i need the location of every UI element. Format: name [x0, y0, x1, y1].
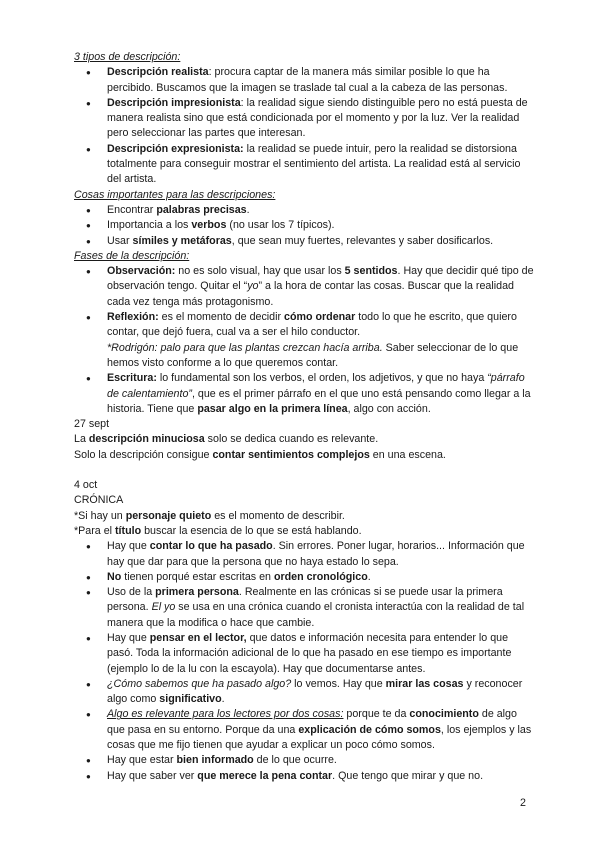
list-item: ● Hay que contar lo que ha pasado. Sin errores. Poner lugar, horarios... Información que hay que dar para que la persona que no haya estado lo sepa. [74, 539, 534, 570]
date-label: 27 sept [74, 418, 110, 431]
list-item: ● Escritura: lo fundamental son los verbos, el orden, los adjetivos, y que no haya “párrafo de calentamiento”, que es el primer párrafo en el que uno está pensando como llegar a la historia. Tiene que pasar algo en la primera línea, algo con acción. [74, 371, 534, 417]
section-heading-cosas: Cosas importantes para las descripciones: [74, 188, 276, 201]
date-label: 4 oct [74, 479, 98, 492]
list-item: ● Algo es relevante para los lectores por dos cosas: porque te da conocimiento de algo que pasa en su entorno. Porque da una explicación de cómo somos, los ejemplos y las cosas que me fijo tienen que ayudar a explicar un poco cómo somos. [74, 707, 534, 753]
list-item: ● Hay que estar bien informado de lo que ocurre. [74, 753, 534, 768]
page-number: 2 [520, 797, 526, 809]
list-item: ● Hay que pensar en el lector, que datos e información necesita para entender lo que pasó. Toda la información adicional de lo que ha pasado en ese tiempo es importante (ejemplo lo de la lu con la escayola). Hay que documentarse antes. [74, 631, 534, 677]
list-item: ● ¿Cómo sabemos que ha pasado algo? lo vemos. Hay que mirar las cosas y reconocer algo como significativo. [74, 677, 534, 708]
list-item: ● Uso de la primera persona. Realmente en las crónicas si se puede usar la primera persona. El yo se usa en una crónica cuando el cronista interactúa con la realidad de tal manera que la modifica o hace que cambie. [74, 585, 534, 631]
list-fases [74, 264, 534, 417]
paragraph: *Si hay un personaje quieto es el momento de describir. [74, 509, 345, 522]
section-title-cronica: CRÓNICA [74, 494, 124, 507]
paragraph: Solo la descripción consigue contar sentimientos complejos en una escena. [74, 448, 446, 461]
list-item: ● Descripción realista: procura captar de la manera más similar posible lo que ha percibido. Buscamos que la imagen se traslade tal cual a la cabeza de las personas. [74, 65, 534, 96]
list-cronica [74, 539, 534, 784]
list-item: ● Descripción expresionista: la realidad se puede intuir, pero la realidad se distorsiona totalmente para conseguir mostrar el sentimiento del artista. La realidad está al servicio del artista. [74, 142, 534, 188]
paragraph: La descripción minuciosa solo se dedica cuando es relevante. [74, 433, 379, 446]
list-item: ● Importancia a los verbos (no usar los 7 típicos). [74, 218, 534, 233]
paragraph: *Para el título buscar la esencia de lo que se está hablando. [74, 524, 362, 537]
list-item: ● Observación: no es solo visual, hay que usar los 5 sentidos. Hay que decidir qué tipo de observación tengo. Quitar el “yo” a la hora de contar las cosas. Buscar que la realidad cada vez tenga más protagonismo. [74, 264, 534, 310]
list-tipos [74, 65, 534, 187]
list-item: ● Encontrar palabras precisas. [74, 203, 534, 218]
list-item: ● Hay que saber ver que merece la pena contar. Que tengo que mirar y que no. [74, 769, 534, 784]
section-heading-fases: Fases de la descripción: [74, 249, 190, 262]
list-item: ● Reflexión: es el momento de decidir cómo ordenar todo lo que he escrito, que quiero contar, que dejó fuera, cual va a ser el hilo conductor. *Rodrigón: palo para que las plantas crezcan hacía arriba. Saber seleccionar de lo que hemos visto conforme a lo que queremos contar. [74, 310, 534, 371]
list-item: ● Descripción impresionista: la realidad sigue siendo distinguible pero no está puesta de manera realista sino que está condicionada por el momento y por la luz. Ver la realidad pero seleccionar las partes que interesan. [74, 96, 534, 142]
list-cosas [74, 203, 534, 249]
document-page [74, 50, 534, 784]
list-item: ● No tienen porqué estar escritas en orden cronológico. [74, 570, 534, 585]
section-heading-tipos: 3 tipos de descripción: [74, 51, 181, 63]
list-item: ● Usar símiles y metáforas, que sean muy fuertes, relevantes y saber dosificarlos. [74, 234, 534, 249]
